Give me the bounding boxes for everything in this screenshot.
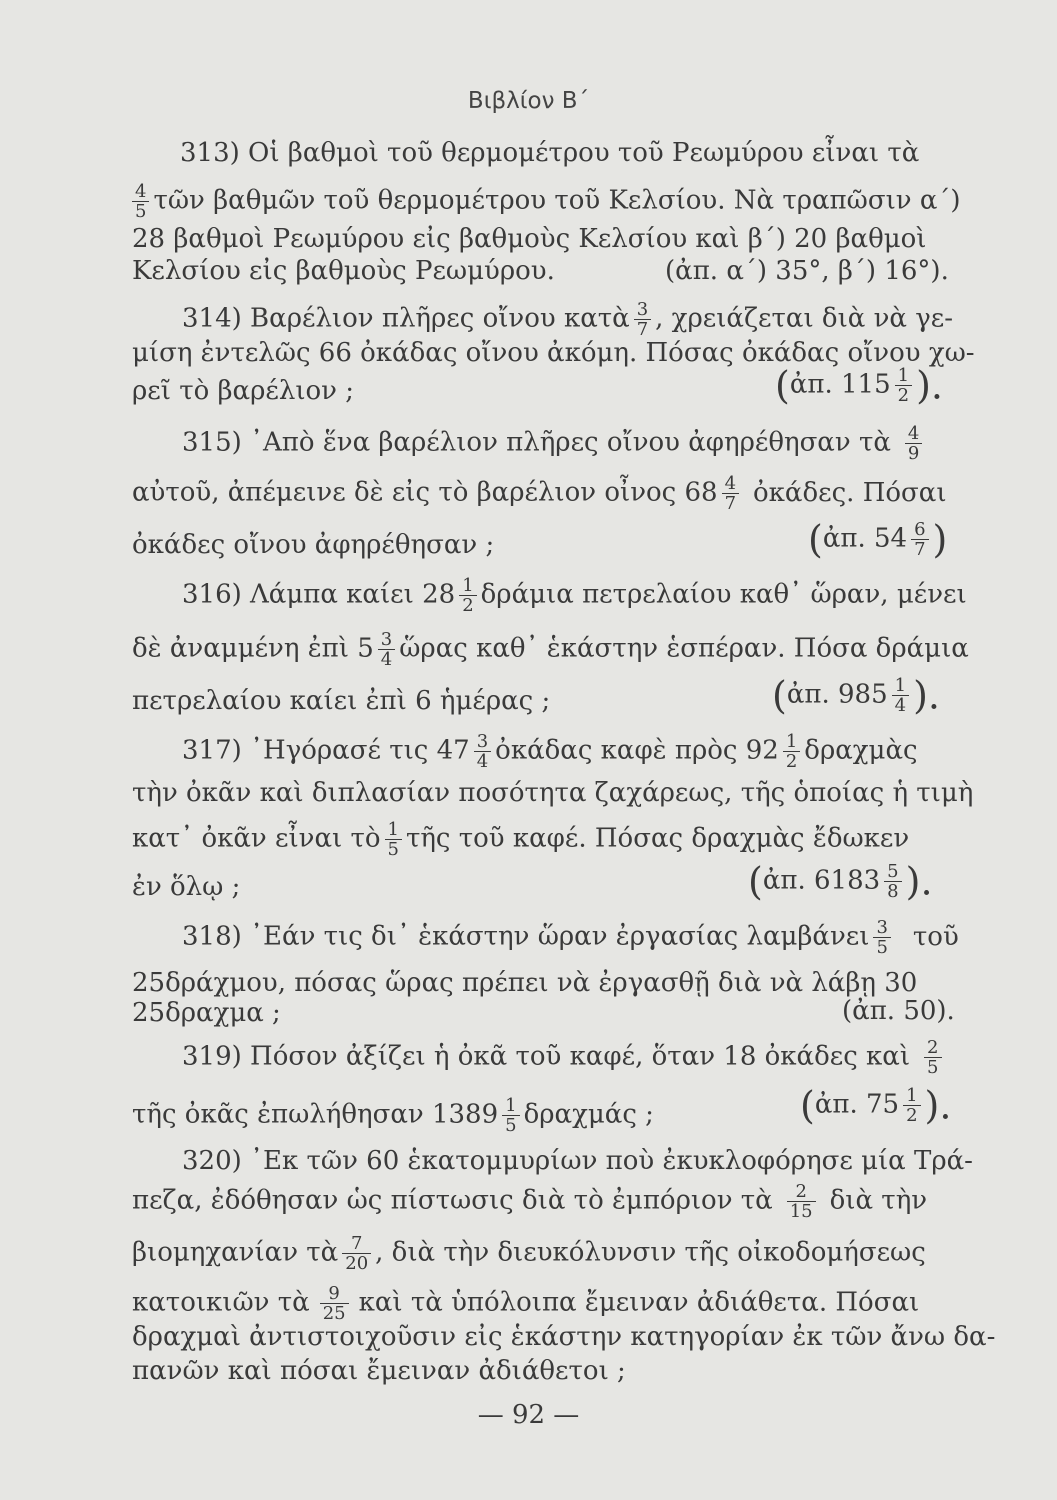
fraction: $\frac{3}{7}$	[634, 300, 651, 339]
fraction: $\frac{1}{2}$	[783, 732, 800, 771]
p314-line-2: μίση ἐντελῶς 66 ὀκάδας οἴνου ἀκόμη. Πόσας ὀκάδας οἴνου χω-	[132, 338, 975, 368]
fraction: $\frac{3}{5}$	[873, 918, 890, 957]
p313-line-2: $\frac{4}{5}$ τῶν βαθμῶν τοῦ θερμομέτρου τοῦ Κελσίου. Νὰ τραπῶσιν α΄)	[128, 182, 961, 221]
fraction: $\frac{4}{5}$	[132, 182, 149, 221]
fraction: $\frac{2}{5}$	[924, 1038, 941, 1077]
p316-line-2: δὲ ἀναμμένη ἐπὶ 5 $\frac{3}{4}$ ὥρας καθ᾿ ἑκάστην ἑσπέραν. Πόσα δράμια	[132, 629, 969, 670]
p316-answer: (ἀπ. 985 $\frac{1}{4}$ ).	[772, 673, 940, 718]
p315-line-1: 315) ᾿Απὸ ἕνα βαρέλιον πλῆρες οἴνου ἀφηρέθησαν τὰ $\frac{4}{9}$	[182, 424, 926, 463]
fraction: $\frac{1}{5}$	[385, 820, 402, 859]
p319-line-1: 319) Πόσον ἀξίζει ἡ ὀκᾶ τοῦ καφέ, ὅταν 18 ὀκάδες καὶ $\frac{2}{5}$	[182, 1038, 946, 1077]
p320-line-1: 320) ᾿Εκ τῶν 60 ἑκατομμυρίων ποὺ ἐκυκλοφόρησε μία Τρά-	[182, 1146, 973, 1176]
p314-line-1: 314) Βαρέλιον πλῆρες οἴνου κατὰ $\frac{3}{7}$ , χρειάζεται διὰ νὰ γε-	[182, 299, 954, 340]
fraction: $\frac{2}{15}$	[787, 1182, 816, 1221]
p318-line-1: 318) ᾿Εάν τις δι᾿ ἑκάστην ὥραν ἐργασίας λαμβάνει $\frac{3}{5}$ τοῦ	[182, 917, 959, 958]
fraction: $\frac{3}{4}$	[378, 630, 395, 669]
p314-line-3: ρεῖ τὸ βαρέλιον ;	[132, 376, 355, 406]
p318-line-3: 25δραχμα ;	[132, 998, 281, 1028]
fraction: $\frac{1}{2}$	[459, 576, 476, 615]
p317-answer: (ἀπ. 6183 $\frac{5}{8}$ ).	[748, 859, 933, 904]
fraction: $\frac{4}{7}$	[722, 474, 739, 513]
fraction: $\frac{9}{25}$	[320, 1284, 349, 1323]
p319-answer: (ἀπ. 75 $\frac{1}{2}$ ).	[800, 1083, 952, 1128]
page-number: — 92 —	[477, 1400, 580, 1430]
p313-line-3: 28 βαθμοὶ Ρεωμύρου εἰς βαθμοὺς Κελσίου καὶ β΄) 20 βαθμοὶ	[132, 224, 927, 254]
fraction: $\frac{1}{5}$	[502, 1096, 519, 1135]
fraction: $\frac{3}{4}$	[474, 732, 491, 771]
page-header: Βιβλίον Β΄	[467, 88, 590, 114]
p316-line-1: 316) Λάμπα καίει 28 $\frac{1}{2}$ δράμια πετρελαίου καθ᾿ ὥραν, μένει	[182, 575, 967, 616]
p315-line-2: αὐτοῦ, ἀπέμεινε δὲ εἰς τὸ βαρέλιον οἶνος 68 $\frac{4}{7}$ ὀκάδες. Πόσαι	[132, 473, 947, 514]
p313-line-4: Κελσίου εἰς βαθμοὺς Ρεωμύρου.	[132, 256, 555, 286]
p320-line-2: πεζα, ἐδόθησαν ὡς πίστωσις διὰ τὸ ἐμπόριον τὰ $\frac{2}{15}$ διὰ τὴν	[132, 1181, 928, 1222]
p320-line-3: βιομηχανίαν τὰ $\frac{7}{20}$ , διὰ τὴν διευκόλυνσιν τῆς οἰκοδομήσεως	[132, 1233, 926, 1274]
p315-line-3: ὀκάδες οἴνου ἀφηρέθησαν ;	[132, 530, 495, 560]
p317-line-3: κατ᾿ ὀκᾶν εἶναι τὸ $\frac{1}{5}$ τῆς τοῦ καφέ. Πόσας δραχμὰς ἔδωκεν	[132, 819, 910, 860]
p318-answer: (ἀπ. 50).	[842, 996, 955, 1026]
p320-line-5: δραχμαὶ ἀντιστοιχοῦσιν εἰς ἑκάστην κατηγορίαν ἐκ τῶν ἄνω δα-	[132, 1322, 996, 1352]
p314-answer: (ἀπ. 115 $\frac{1}{2}$ ).	[775, 363, 943, 408]
p319-line-2: τῆς ὀκᾶς ἐπωλήθησαν 1389 $\frac{1}{5}$ δραχμάς ;	[132, 1095, 654, 1136]
fraction: $\frac{7}{20}$	[342, 1234, 371, 1273]
p318-line-2: 25δράχμου, πόσας ὥρας πρέπει νὰ ἐργασθῇ διὰ νὰ λάβῃ 30	[132, 968, 918, 998]
p320-line-6: πανῶν καὶ πόσαι ἔμειναν ἀδιάθετοι ;	[132, 1356, 626, 1386]
p313-line-1: 313) Οἱ βαθμοὶ τοῦ θερμομέτρου τοῦ Ρεωμύρου εἶναι τὰ	[180, 138, 920, 168]
p317-line-2: τὴν ὀκᾶν καὶ διπλασίαν ποσότητα ζαχάρεως, τῆς ὁποίας ἡ τιμὴ	[132, 778, 974, 808]
p315-answer: (ἀπ. 54 $\frac{6}{7}$ )	[808, 517, 948, 562]
p316-line-3: πετρελαίου καίει ἐπὶ 6 ἡμέρας ;	[132, 686, 551, 716]
p320-line-4: κατοικιῶν τὰ $\frac{9}{25}$ καὶ τὰ ὑπόλοιπα ἔμειναν ἀδιάθετα. Πόσαι	[132, 1283, 920, 1324]
p317-line-1: 317) ᾿Ηγόρασέ τις 47 $\frac{3}{4}$ ὀκάδας καφὲ πρὸς 92 $\frac{1}{2}$ δραχμὰς	[182, 731, 918, 772]
p313-answer: (ἀπ. α΄) 35°, β΄) 16°).	[665, 256, 949, 286]
p317-line-4: ἐν ὅλῳ ;	[132, 872, 241, 902]
fraction: $\frac{4}{9}$	[905, 424, 922, 463]
